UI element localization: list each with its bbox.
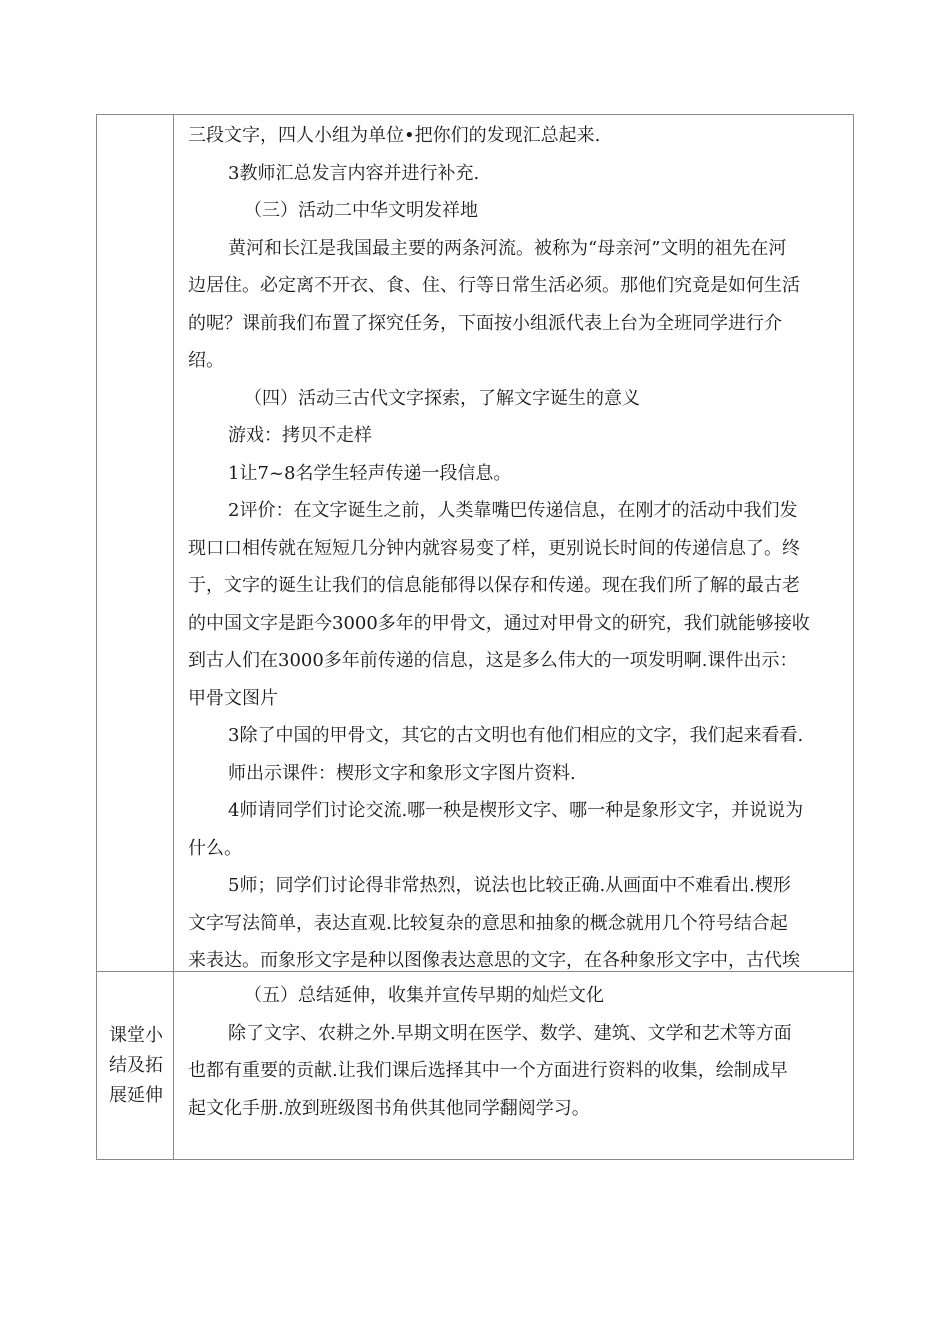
paragraph-line: 三段文字，四人小组为单位•把你们的发现汇总起来. <box>188 125 601 146</box>
summary-cell <box>188 981 848 1131</box>
table-left-border <box>96 114 97 1160</box>
paragraph-line: 黄河和长江是我国最主要的两条河流。被称为“母亲河”文明的祖先在河 <box>228 237 787 259</box>
paragraph-line: 甲骨文图片 <box>188 687 278 709</box>
section-label-line: 课堂小 <box>109 1025 163 1046</box>
section-heading: （三）活动二中华文明发祥地 <box>244 200 478 221</box>
paragraph-line: 文字写法简单，表达直观.比较复杂的意思和抽象的概念就用几个符号结合起 <box>188 912 788 934</box>
paragraph-line: 2评价：在文字诞生之前，人类靠嘴巴传递信息，在刚才的活动中我们发 <box>228 500 798 521</box>
section-label <box>104 1021 168 1111</box>
section-label-line: 展延伸 <box>109 1085 163 1106</box>
paragraph-line: 1让7~8名学生轻声传递一段信息。 <box>228 462 512 484</box>
paragraph-line: 除了文字、农耕之外.早期文明在医学、数学、建筑、文学和艺术等方面 <box>228 1022 792 1044</box>
paragraph-line: 游戏：拷贝不走样 <box>228 425 372 446</box>
paragraph-line: 起文化手册.放到班级图书角供其他同学翻阅学习。 <box>188 1097 590 1119</box>
paragraph-line: 的呢？课前我们布置了探究任务，下面按小组派代表上台为全班同学进行介 <box>188 312 782 334</box>
section-label-line: 结及拓 <box>109 1055 163 1076</box>
paragraph-line: 绍。 <box>188 350 224 371</box>
paragraph-line: 现口口相传就在短短几分钟内就容易变了样，更别说长时间的传递信息了。终 <box>188 537 800 559</box>
paragraph-line: 4师请同学们讨论交流.哪一秧是楔形文字、哪一种是象形文字，并说说为 <box>228 800 804 821</box>
section-heading: （四）活动三古代文字探索，了解文字诞生的意义 <box>244 387 640 409</box>
paragraph-line: 的中国文字是距今3000多年的甲骨文，通过对甲骨文的研究，我们就能够接收 <box>188 612 810 634</box>
paragraph-line: 来表达。而象形文字是种以图像表达意思的文字，在各种象形文字中，古代埃 <box>188 950 800 971</box>
table-right-border <box>853 114 854 1160</box>
paragraph-line: 师出示课件：楔形文字和象形文字图片资料. <box>228 762 576 784</box>
section-heading: （五）总结延伸，收集并宣传早期的灿烂文化 <box>244 985 604 1006</box>
table-column-divider <box>173 114 174 1160</box>
teaching-process-cell <box>188 121 848 971</box>
table-top-border <box>96 114 854 115</box>
paragraph-line: 也都有重要的贡献.让我们课后选择其中一个方面进行资料的收集，绘制成早 <box>188 1060 788 1081</box>
paragraph-line: 于，文字的诞生让我们的信息能郁得以保存和传递。现在我们所了解的最古老 <box>188 575 800 596</box>
paragraph-line: 什么。 <box>188 837 242 859</box>
paragraph-line: 到古人们在3000多年前传递的信息，这是多么伟大的一项发明啊.课件出示： <box>188 650 798 671</box>
table-row-divider <box>96 971 854 972</box>
paragraph-line: 边居住。必定离不开衣、食、住、行等日常生活必须。那他们究竟是如何生活 <box>188 275 800 296</box>
table-bottom-border <box>96 1159 854 1160</box>
paragraph-line: 5师；同学们讨论得非常热烈，说法也比较正确.从画面中不难看出.楔形 <box>228 875 791 896</box>
paragraph-line: 3教师汇总发言内容并进行补充. <box>228 162 480 184</box>
paragraph-line: 3除了中国的甲骨文，其它的古文明也有他们相应的文字，我们起来看看. <box>228 725 804 746</box>
